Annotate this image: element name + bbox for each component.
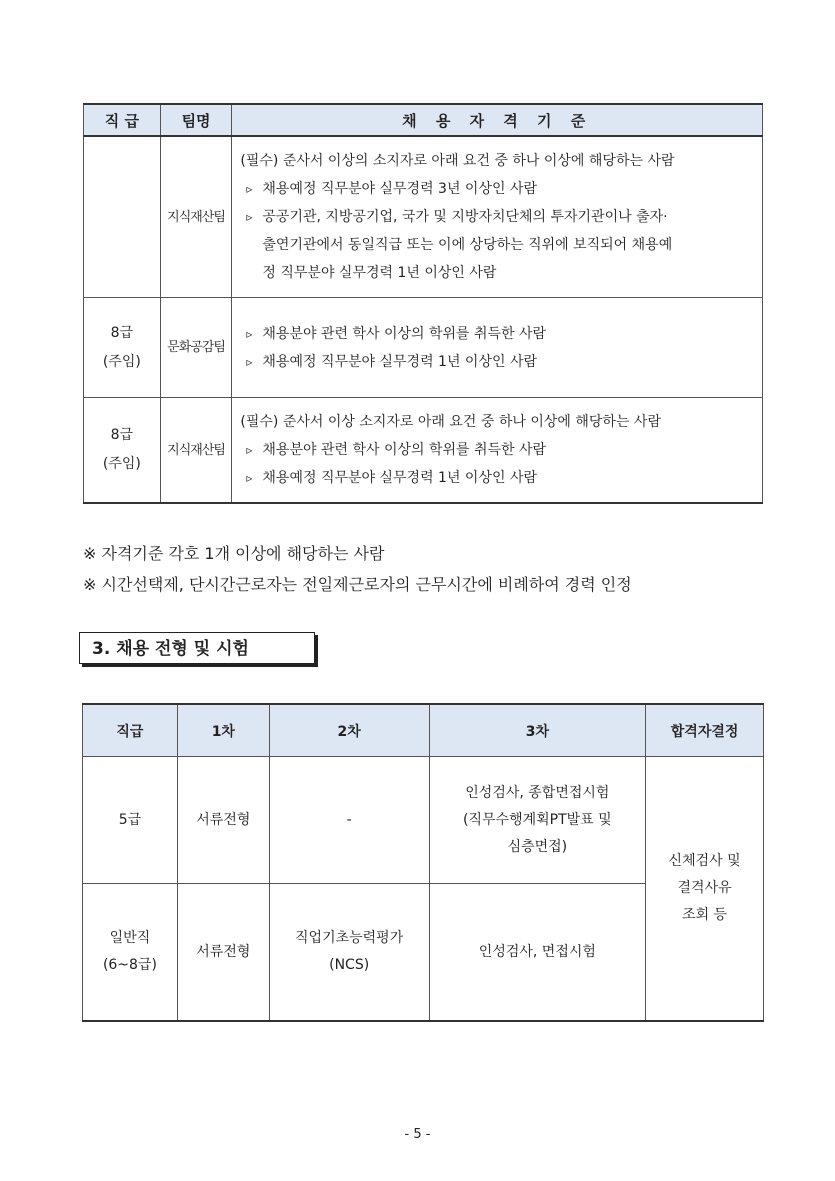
second-stage-line: (NCS) bbox=[329, 957, 370, 973]
team-cell: 지식재산팀 bbox=[160, 398, 232, 504]
criteria-bullet: ▹ 채용예정 직무분야 실무경력 1년 이상인 사람 bbox=[240, 348, 754, 376]
criteria-bullet: ▹ 채용예정 직무분야 실무경력 3년 이상인 사람 bbox=[240, 175, 754, 203]
second-stage-line: 직업기초능력평가 bbox=[295, 930, 404, 946]
exam-stage-table bbox=[82, 703, 764, 1022]
grade-line: (6~8급) bbox=[102, 957, 157, 973]
grade-cell bbox=[84, 298, 161, 398]
grade-cell: 5급 bbox=[83, 757, 178, 884]
header-final-decision: 합격자결정 bbox=[646, 704, 764, 757]
grade-line: 일반직 bbox=[109, 930, 151, 946]
third-stage-cell: 인성검사, 면접시험 bbox=[429, 884, 646, 1022]
third-stage-line: (직무수행계획PT발표 및 bbox=[463, 811, 612, 828]
first-stage-cell: 서류전형 bbox=[177, 757, 269, 884]
header-third-stage: 3차 bbox=[429, 704, 646, 757]
grade-cell bbox=[84, 136, 161, 298]
criteria-line: (필수) 준사서 이상의 소지자로 아래 요건 중 하나 이상에 해당하는 사람 bbox=[240, 153, 675, 169]
header-grade: 직 급 bbox=[84, 104, 161, 136]
third-stage-line: 인성검사, 종합면접시험 bbox=[465, 784, 610, 801]
grade-line: (주임) bbox=[102, 353, 141, 370]
final-decision-line: 결격사유 bbox=[677, 880, 732, 896]
grade-line: 8급 bbox=[110, 427, 134, 443]
grade-line: 8급 bbox=[110, 324, 134, 341]
table-row bbox=[84, 298, 763, 398]
final-decision-cell bbox=[646, 757, 764, 1022]
second-stage-cell bbox=[269, 884, 429, 1022]
final-decision-line: 신체검사 및 bbox=[668, 853, 741, 869]
header-criteria: 채 용 자 격 기 준 bbox=[232, 104, 763, 136]
header-grade: 직급 bbox=[83, 704, 178, 757]
table-row bbox=[84, 136, 763, 298]
team-cell: 문화공감팀 bbox=[160, 298, 232, 398]
qualification-header-row bbox=[84, 104, 763, 136]
second-stage-cell: - bbox=[269, 757, 429, 884]
qualification-table bbox=[83, 103, 763, 504]
criteria-line: 출연기관에서 동일직급 또는 이에 상당하는 직위에 보직되어 채용예 bbox=[262, 237, 673, 253]
grade-cell bbox=[84, 398, 161, 504]
criteria-cell bbox=[232, 136, 763, 298]
page-number: - 5 - bbox=[404, 1127, 431, 1142]
criteria-bullet: ▹ 공공기관, 지방공기업, 국가 및 지방자치단체의 투자기관이나 출자· bbox=[240, 203, 754, 231]
criteria-bullet: ▹ 채용분야 관련 학사 이상의 학위를 취득한 사람 bbox=[240, 320, 754, 348]
criteria-line: (필수) 준사서 이상 소지자로 아래 요건 중 하나 이상에 해당하는 사람 bbox=[240, 414, 661, 430]
third-stage-line: 심층면접) bbox=[507, 838, 568, 855]
table-row bbox=[84, 398, 763, 504]
team-cell: 지식재산팀 bbox=[160, 136, 232, 298]
header-second-stage: 2차 bbox=[269, 704, 429, 757]
exam-header-row bbox=[83, 704, 764, 757]
table-row bbox=[83, 757, 764, 884]
criteria-bullet: ▹ 채용예정 직무분야 실무경력 1년 이상인 사람 bbox=[240, 464, 754, 492]
third-stage-cell bbox=[429, 757, 646, 884]
first-stage-cell: 서류전형 bbox=[177, 884, 269, 1022]
criteria-bullet: ▹ 채용분야 관련 학사 이상의 학위를 취득한 사람 bbox=[240, 436, 754, 464]
note-qualification: ※ 자격기준 각호 1개 이상에 해당하는 사람 bbox=[83, 544, 385, 563]
header-first-stage: 1차 bbox=[177, 704, 269, 757]
grade-cell bbox=[83, 884, 178, 1022]
header-team: 팀명 bbox=[160, 104, 232, 136]
note-part-time: ※ 시간선택제, 단시간근로자는 전일제근로자의 근무시간에 비례하여 경력 인정 bbox=[83, 575, 632, 594]
section-heading: 3. 채용 전형 및 시험 bbox=[79, 632, 315, 664]
grade-line: (주임) bbox=[102, 456, 141, 472]
criteria-line: 정 직무분야 실무경력 1년 이상인 사람 bbox=[262, 265, 497, 281]
criteria-cell bbox=[232, 298, 763, 398]
criteria-cell bbox=[232, 398, 763, 504]
final-decision-line: 조회 등 bbox=[682, 907, 728, 923]
